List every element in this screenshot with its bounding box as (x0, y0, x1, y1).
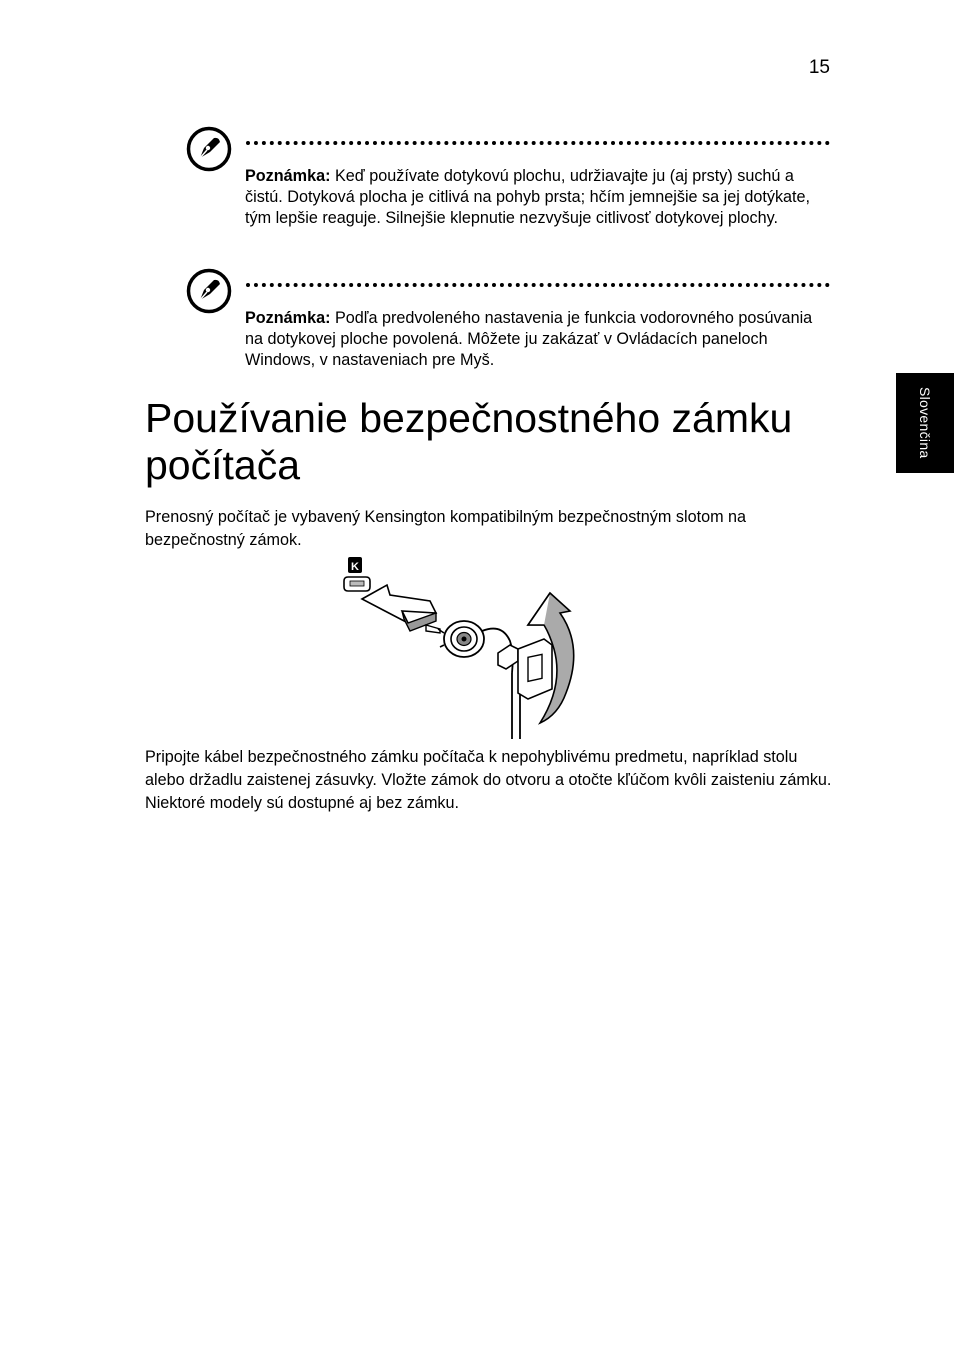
kensington-lock-illustration (332, 553, 592, 741)
kensington-badge: K (351, 561, 359, 573)
intro-paragraph: Prenosný počítač je vybavený Kensington kompatibilným bezpečnostným slotom na bezpečnostný zámok. (145, 508, 747, 549)
note-pen-icon (186, 268, 232, 314)
note-2 (186, 268, 836, 378)
note-label: Poznámka: (245, 309, 331, 327)
note-text (245, 308, 815, 371)
note-body: Keď používate dotykovú plochu, udržiavajte ju (aj prsty) suchú a čistú. Dotyková plocha je citlivá na pohyb prsta; hčím jemnejšie sa jej dotýkate, tým lepšie reaguje. Silnejšie klepnutie nezvyšuje citlivosť dotykovej plochy. (245, 167, 811, 227)
page-number: 15 (808, 57, 830, 78)
body-paragraph: Pripojte kábel bezpečnostného zámku počítača k nepohyblivému predmetu, napríklad stolu alebo držadlu zaistenej zásuvky. Vložte zámok do otvoru a otočte kľúčom kvôli zaisteniu zámku. Niektoré modely sú dostupné aj bez zámku. (145, 748, 832, 812)
note-1 (186, 126, 836, 256)
note-pen-icon (186, 126, 232, 172)
note-divider (246, 141, 830, 145)
language-tab-label: Slovenčina (917, 387, 933, 459)
note-divider (246, 283, 830, 287)
language-tab (896, 373, 954, 473)
section-title: Používanie bezpečnostného zámku počítača (145, 395, 793, 488)
note-body: Podľa predvoleného nastavenia je funkcia vodorovného posúvania na dotykovej ploche povolená. Môžete ju zakázať v Ovládacích paneloch Windows, v nastaveniach pre Myš. (245, 309, 813, 369)
note-label: Poznámka: (245, 167, 331, 185)
note-text (245, 166, 815, 229)
